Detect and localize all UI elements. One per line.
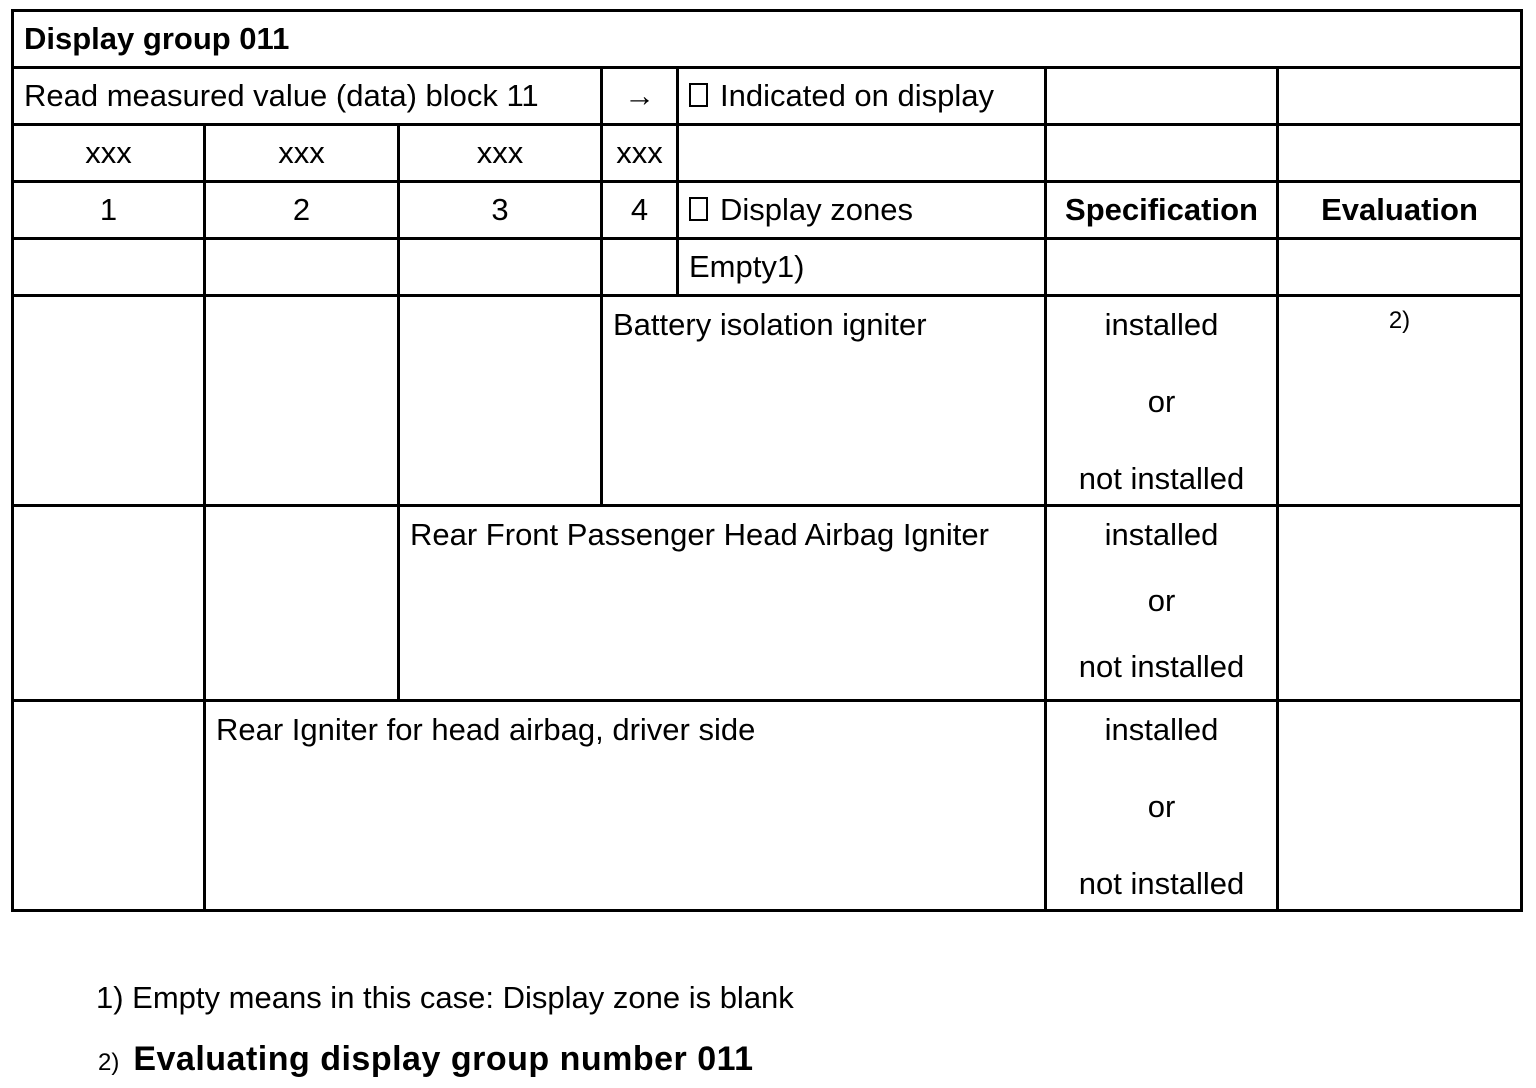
row-specification [1046, 701, 1278, 911]
xxx-cell-2: xxx [205, 125, 399, 182]
table-row [13, 701, 1522, 911]
empty-cell [399, 239, 602, 296]
xxx-row [13, 125, 1522, 182]
spec-installed: installed [1104, 517, 1219, 552]
spec-or: or [1147, 583, 1176, 619]
empty-cell [1278, 239, 1522, 296]
zone-number-4: 4 [602, 182, 678, 239]
table-row [13, 506, 1522, 701]
spec-not-installed: not installed [1078, 461, 1245, 497]
empty-cell [205, 506, 399, 701]
read-block-label: Read measured value (data) block 11 [13, 68, 602, 125]
row-description: Battery isolation igniter [602, 296, 1046, 506]
xxx-cell-4: xxx [602, 125, 678, 182]
empty-cell [1278, 125, 1522, 182]
empty-cell [13, 296, 205, 506]
empty-cell [1278, 68, 1522, 125]
empty-cell [1046, 125, 1278, 182]
xxx-cell-1: xxx [13, 125, 205, 182]
footnote-1: 1) Empty means in this case: Display zone is blank [96, 980, 794, 1015]
display-group-table [11, 9, 1523, 912]
empty-cell [13, 239, 205, 296]
empty-cell [399, 296, 602, 506]
spec-not-installed: not installed [1078, 866, 1245, 902]
xxx-cell-3: xxx [399, 125, 602, 182]
row-specification [1046, 506, 1278, 701]
footnote-marker: 2) [1388, 307, 1411, 334]
empty-cell [13, 506, 205, 701]
display-zones-cell [678, 182, 1046, 239]
specification-header: Specification [1046, 182, 1278, 239]
header-row [13, 182, 1522, 239]
spec-or: or [1147, 384, 1176, 420]
spec-not-installed: not installed [1078, 649, 1245, 685]
zone-number-1: 1 [13, 182, 205, 239]
indicated-label: Indicated on display [720, 78, 995, 114]
empty-label: Empty1) [678, 239, 1046, 296]
row-evaluation [1278, 506, 1522, 701]
row-evaluation [1278, 296, 1522, 506]
arrow-icon: → [602, 68, 678, 125]
empty-cell [1046, 68, 1278, 125]
empty-cell [205, 239, 399, 296]
spec-installed: installed [1104, 307, 1219, 342]
zone-number-2: 2 [205, 182, 399, 239]
spec-installed: installed [1104, 712, 1219, 747]
empty-cell [13, 701, 205, 911]
footnote-2 [98, 1040, 754, 1079]
zone-number-3: 3 [399, 182, 602, 239]
empty-row [13, 239, 1522, 296]
indicated-cell [678, 68, 1046, 125]
row-description: Rear Front Passenger Head Airbag Igniter [399, 506, 1046, 701]
display-zones-label: Display zones [720, 192, 913, 228]
read-block-row [13, 68, 1522, 125]
title-row [13, 11, 1522, 68]
footnote-2-marker: 2) [98, 1049, 120, 1076]
row-evaluation [1278, 701, 1522, 911]
empty-cell [602, 239, 678, 296]
spec-or: or [1147, 789, 1176, 825]
empty-cell [678, 125, 1046, 182]
evaluation-header: Evaluation [1278, 182, 1522, 239]
table-title: Display group 011 [13, 11, 1522, 68]
checkbox-icon [689, 83, 708, 107]
table-row [13, 296, 1522, 506]
row-description: Rear Igniter for head airbag, driver side [205, 701, 1046, 911]
checkbox-icon [689, 197, 708, 221]
empty-cell [205, 296, 399, 506]
footnote-2-text: Evaluating display group number 011 [133, 1040, 754, 1078]
empty-cell [1046, 239, 1278, 296]
row-specification [1046, 296, 1278, 506]
